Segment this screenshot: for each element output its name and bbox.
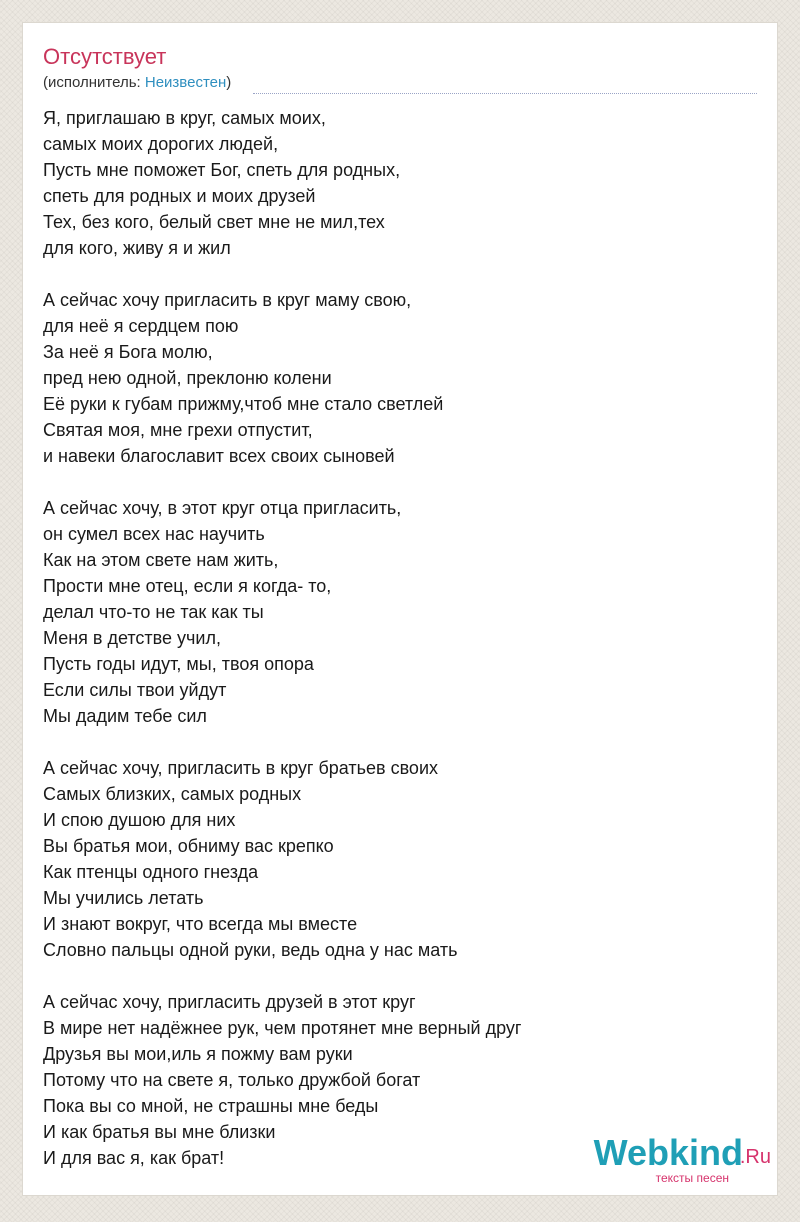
lyric-line: И для вас я, как брат! <box>43 1148 225 1168</box>
lyric-line: Пусть годы идут, мы, твоя опора <box>43 654 314 674</box>
lyric-line: Самых близких, самых родных <box>43 784 302 804</box>
lyrics-body <box>43 105 753 1197</box>
lyric-line: пред нею одной, преклоню колени <box>43 368 332 388</box>
lyric-line: Как птенцы одного гнезда <box>43 862 259 882</box>
lyric-line: делал что-то не так как ты <box>43 602 264 622</box>
brand-suffix: .Ru <box>739 1146 771 1168</box>
lyric-line: Мы дадим тебе сил <box>43 706 207 726</box>
lyrics-card <box>22 22 778 1196</box>
lyric-line: Вы братья мои, обниму вас крепко <box>43 836 334 856</box>
lyric-line: Её руки к губам прижму,чтоб мне стало светлей <box>43 394 444 414</box>
lyric-line: А сейчас хочу, пригласить друзей в этот круг <box>43 992 416 1012</box>
lyric-line: За неё я Бога молю, <box>43 342 213 362</box>
lyric-line: Святая моя, мне грехи отпустит, <box>43 420 313 440</box>
lyric-line: В мире нет надёжнее рук, чем протянет мне верный друг <box>43 1018 522 1038</box>
lyric-line: Если силы твои уйдут <box>43 680 227 700</box>
lyric-line: Словно пальцы одной руки, ведь одна у нас мать <box>43 940 458 960</box>
song-title: Отсутствует <box>43 44 167 69</box>
lyric-stanza <box>43 755 753 963</box>
lyric-line: А сейчас хочу, в этот круг отца пригласить, <box>43 498 402 518</box>
lyric-line: для кого, живу я и жил <box>43 238 231 258</box>
lyric-line: А сейчас хочу пригласить в круг маму свою, <box>43 290 412 310</box>
lyric-line: Меня в детстве учил, <box>43 628 221 648</box>
lyric-line: И спою душою для них <box>43 810 236 830</box>
lyric-line: Потому что на свете я, только дружбой богат <box>43 1070 421 1090</box>
lyric-stanza <box>43 495 753 729</box>
lyric-line: Я, приглашаю в круг, самых моих, <box>43 108 326 128</box>
lyric-line: Тех, без кого, белый свет мне не мил,тех <box>43 212 385 232</box>
webkind-logo[interactable] <box>571 1133 771 1191</box>
lyric-line: И знают вокруг, что всегда мы вместе <box>43 914 358 934</box>
lyric-line: Прости мне отец, если я когда- то, <box>43 576 332 596</box>
brand-tagline: тексты песен <box>655 1171 729 1185</box>
lyric-line: он сумел всех нас научить <box>43 524 265 544</box>
artist-suffix: ) <box>226 74 232 91</box>
lyric-line: и навеки благославит всех своих сыновей <box>43 446 395 466</box>
lyric-line: А сейчас хочу, пригласить в круг братьев своих <box>43 758 438 778</box>
artist-prefix: (исполнитель: <box>43 74 145 91</box>
lyric-line: Мы учились летать <box>43 888 204 908</box>
brand-name: Webkind <box>593 1132 743 1173</box>
lyric-line: Друзья вы мои,иль я пожму вам руки <box>43 1044 353 1064</box>
lyric-stanza <box>43 287 753 469</box>
lyric-line: И как братья вы мне близки <box>43 1122 276 1142</box>
title-divider <box>253 93 757 94</box>
lyric-stanza <box>43 105 753 261</box>
lyric-line: Пусть мне поможет Бог, спеть для родных, <box>43 160 401 180</box>
lyric-line: спеть для родных и моих друзей <box>43 186 316 206</box>
artist-line <box>43 73 231 93</box>
lyric-line: самых моих дорогих людей, <box>43 134 279 154</box>
lyric-line: для неё я сердцем пою <box>43 316 239 336</box>
artist-link[interactable]: Неизвестен <box>144 74 227 91</box>
lyric-line: Пока вы со мной, не страшны мне беды <box>43 1096 379 1116</box>
lyric-line: Как на этом свете нам жить, <box>43 550 279 570</box>
